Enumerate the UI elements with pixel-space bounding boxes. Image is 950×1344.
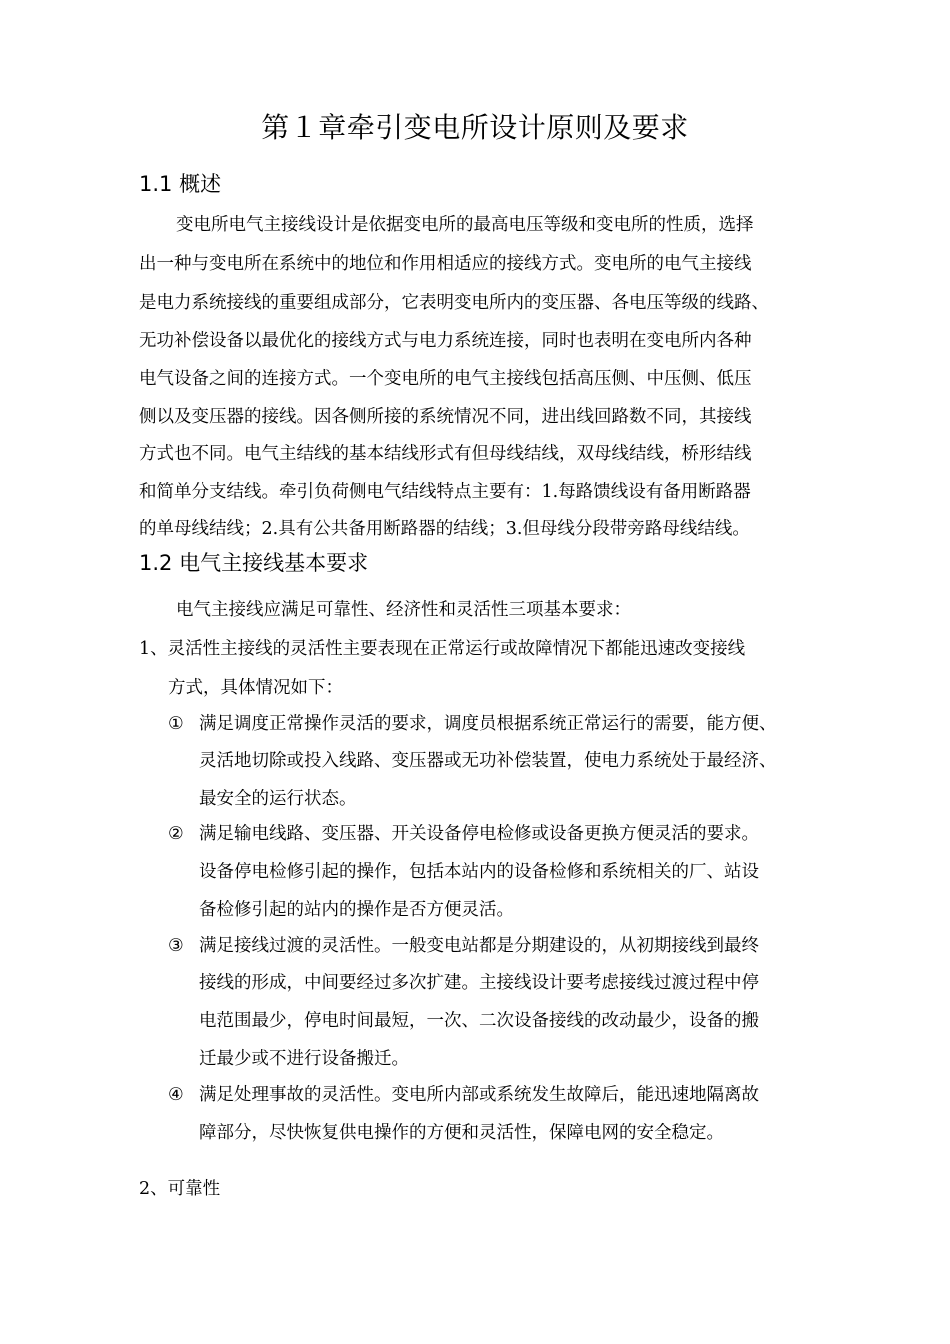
paragraph-line: 方式也不同。电气主结线的基本结线形式有但母线结线，双母线结线，桥形结线 <box>139 444 752 464</box>
item-line: 满足调度正常操作灵活的要求，调度员根据系统正常运行的需要，能方便、 <box>199 714 777 734</box>
item-line: 满足接线过渡的灵活性。一般变电站都是分期建设的，从初期接线到最终 <box>199 936 759 956</box>
requirement-reliability-label: 2、可靠性 <box>139 1179 221 1199</box>
paragraph-line: 的单母线结线；2.具有公共备用断路器的结线；3.但母线分段带旁路母线结线。 <box>139 519 750 539</box>
item-line: 备检修引起的站内的操作是否方便灵活。 <box>199 900 514 920</box>
item-number: ① <box>168 714 184 734</box>
paragraph-line: 变电所电气主接线设计是依据变电所的最高电压等级和变电所的性质，选择 <box>176 215 754 235</box>
item-line: 设备停电检修引起的操作，包括本站内的设备检修和系统相关的厂、站设 <box>199 862 759 882</box>
item-line: 障部分，尽快恢复供电操作的方便和灵活性，保障电网的安全稳定。 <box>199 1123 724 1143</box>
requirement-line: 1、灵活性主接线的灵活性主要表现在正常运行或故障情况下都能迅速改变接线 <box>139 639 746 659</box>
item-number: ② <box>168 824 184 844</box>
requirements-intro: 电气主接线应满足可靠性、经济性和灵活性三项基本要求： <box>176 600 631 620</box>
paragraph-line: 侧以及变压器的接线。因各侧所接的系统情况不同，进出线回路数不同，其接线 <box>139 407 752 427</box>
paragraph-line: 和简单分支结线。牵引负荷侧电气结线特点主要有：1.每路馈线设有备用断路器 <box>139 482 751 502</box>
paragraph-line: 是电力系统接线的重要组成部分，它表明变电所内的变压器、各电压等级的线路、 <box>139 293 769 313</box>
paragraph-line: 无功补偿设备以最优化的接线方式与电力系统连接，同时也表明在变电所内各种 <box>139 331 752 351</box>
item-line: 满足处理事故的灵活性。变电所内部或系统发生故障后，能迅速地隔离故 <box>199 1085 759 1105</box>
item-number: ③ <box>168 936 184 956</box>
chapter-title: 第１章牵引变电所设计原则及要求 <box>261 111 689 144</box>
item-line: 迁最少或不进行设备搬迁。 <box>199 1049 409 1069</box>
paragraph-line: 出一种与变电所在系统中的地位和作用相适应的接线方式。变电所的电气主接线 <box>139 254 752 274</box>
item-line: 最安全的运行状态。 <box>199 789 357 809</box>
paragraph-line: 电气设备之间的连接方式。一个变电所的电气主接线包括高压侧、中压侧、低压 <box>139 369 752 389</box>
item-line: 电范围最少，停电时间最短，一次、二次设备接线的改动最少，设备的搬 <box>199 1011 759 1031</box>
item-line: 满足输电线路、变压器、开关设备停电检修或设备更换方便灵活的要求。 <box>199 824 759 844</box>
section-heading-requirements: 1.2 电气主接线基本要求 <box>139 551 369 575</box>
section-heading-overview: 1.1 概述 <box>139 172 222 196</box>
item-number: ④ <box>168 1085 184 1105</box>
item-line: 灵活地切除或投入线路、变压器或无功补偿装置，使电力系统处于最经济、 <box>199 751 777 771</box>
requirement-line: 方式，具体情况如下： <box>168 678 343 698</box>
item-line: 接线的形成，中间要经过多次扩建。主接线设计要考虑接线过渡过程中停 <box>199 973 759 993</box>
